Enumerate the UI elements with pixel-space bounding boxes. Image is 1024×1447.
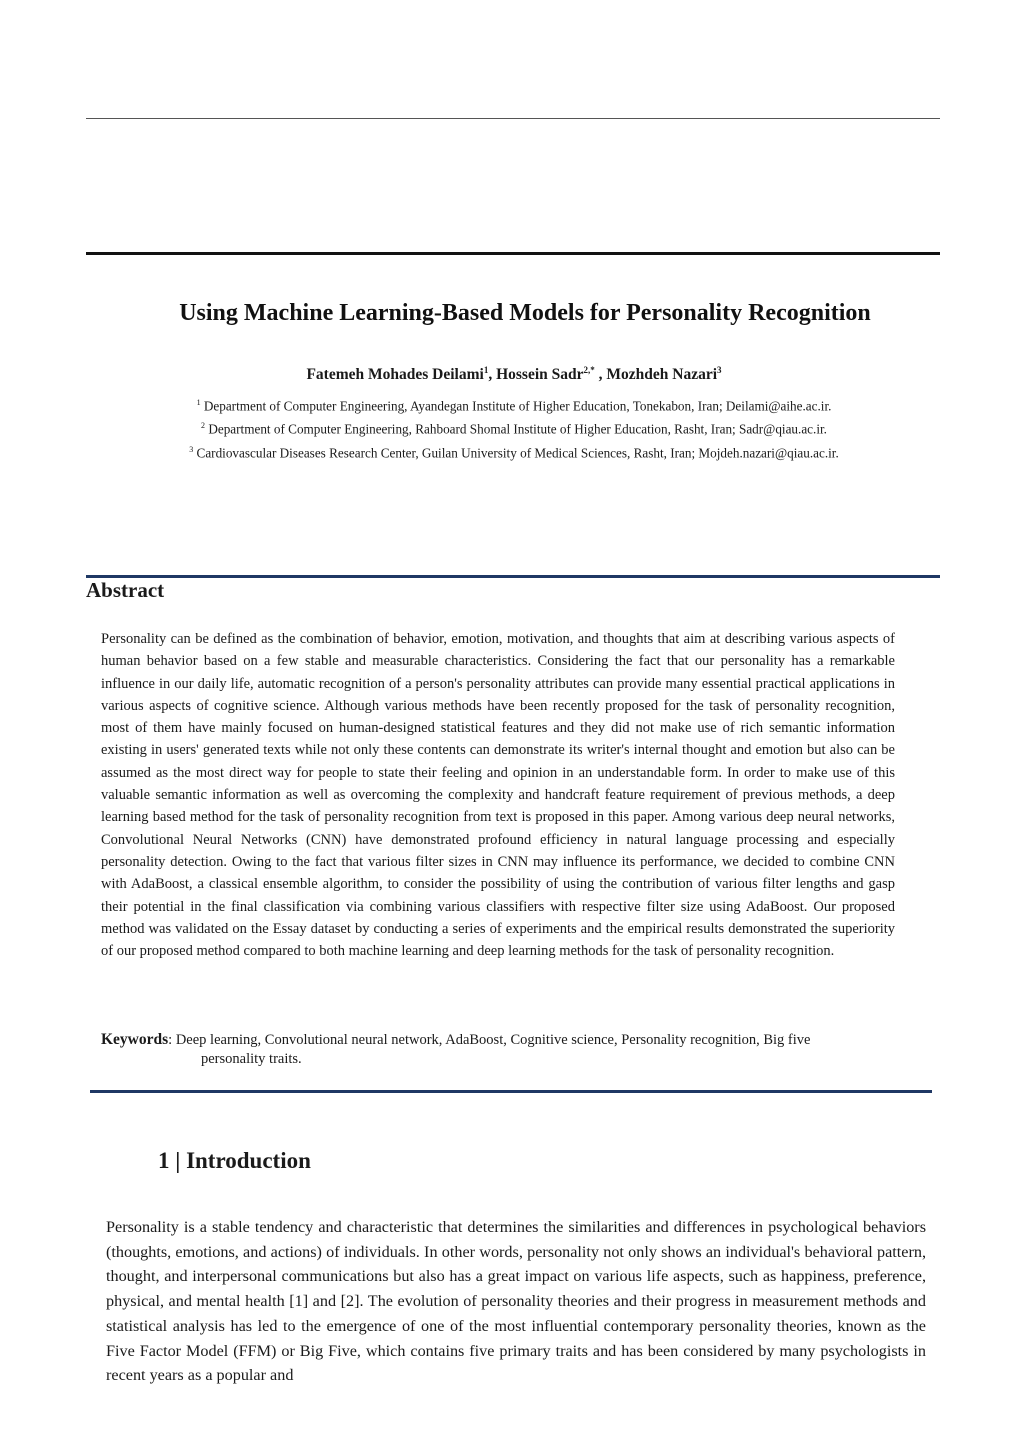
author-affil-mark: 3: [717, 365, 722, 375]
author-name: Hossein Sadr: [496, 366, 584, 384]
affiliation-list: [0, 393, 1024, 463]
affiliation-mark: 3: [189, 444, 194, 454]
keywords-list: Deep learning, Convolutional neural network, AdaBoost, Cognitive science, Personality recognition, Big five: [175, 1032, 811, 1048]
keywords-block: Keywords: Deep learning, Convolutional neural network, AdaBoost, Cognitive science, Personality recognition, Big five personality traits.: [101, 1031, 811, 1067]
author-name: Fatemeh Mohades Deilami: [306, 366, 484, 384]
abstract-rule: [86, 575, 940, 578]
header-rule: [86, 118, 940, 119]
affiliation-mark: 2: [201, 421, 206, 431]
author-separator: ,: [594, 366, 607, 384]
author-affil-mark: 2,*: [583, 365, 595, 375]
author-name: Mozhdeh Nazari: [606, 366, 718, 384]
keywords-list-continued: personality traits.: [201, 1051, 302, 1067]
keywords-label: Keywords: [101, 1031, 169, 1048]
abstract-heading: Abstract: [86, 578, 165, 602]
abstract-bottom-rule: [90, 1090, 932, 1093]
title-top-rule: [86, 252, 940, 255]
affiliation-item: [0, 440, 1024, 463]
affiliation-text: Department of Computer Engineering, Rahboard Shomal Institute of Higher Education, Rasht, Iran; Sadr@qiau.ac.ir.: [208, 421, 827, 437]
affiliation-item: [0, 416, 1024, 439]
abstract-body: Personality can be defined as the combination of behavior, emotion, motivation, and thoughts that aim at describing various aspects of human behavior based on a few stable and measurable characteristics. Considering the fact that our personality has a remarkable influence in our daily life, automatic recognition of a person's personality attributes can provide many essential practical applications in various aspects of cognitive science. Although various methods have been recently proposed for the task of personality recognition, most of them have mainly focused on human-designed statistical features and they did not make use of rich semantic information existing in users' generated texts while not only these contents can demonstrate its writer's internal thought and emotion but also can be assumed as the most direct way for people to state their feeling and opinion in an understandable form. In order to make use of this valuable semantic information as well as overcoming the complexity and handcraft feature requirement of previous methods, a deep learning based method for the task of personality recognition from text is proposed in this paper. Among various deep neural networks, Convolutional Neural Networks (CNN) have demonstrated profound efficiency in natural language processing and especially personality detection. Owing to the fact that various filter sizes in CNN may influence its performance, we decided to combine CNN with AdaBoost, a classical ensemble algorithm, to consider the possibility of using the contribution of various filter lengths and gasp their potential in the final classification via combining various classifiers with respective filter size using AdaBoost. Our proposed method was validated on the Essay dataset by conducting a series of experiments and the empirical results demonstrated the superiority of our proposed method compared to both machine learning and deep learning methods for the task of personality recognition.: [101, 631, 895, 960]
introduction-body: Personality is a stable tendency and characteristic that determines the similarities and differences in psychological behaviors (thoughts, emotions, and actions) of individuals. In other words, personality not only shows an individual's behavioral pattern, thought, and interpersonal communications but also has a great impact on various life aspects, such as happiness, preference, physical, and mental health [1] and [2]. The evolution of personality theories and their progress in measurement methods and statistical analysis has led to the emergence of one of the most influential contemporary personality theories, known as the Five Factor Model (FFM) or Big Five, which contains five primary traits and has been considered by many psychologists in recent years as a popular and: [106, 1218, 926, 1385]
author-list: [0, 365, 1024, 384]
paper-title: Using Machine Learning-Based Models for Personality Recognition: [179, 300, 871, 326]
section-heading-introduction: 1 | Introduction: [158, 1148, 311, 1173]
author-affil-mark: 1: [483, 365, 489, 375]
affiliation-mark: 1: [196, 398, 201, 407]
author-separator: ,: [488, 366, 497, 384]
affiliation-text: Cardiovascular Diseases Research Center, Guilan University of Medical Sciences, Rasht, Iran; Mojdeh.nazari@qiau.ac.ir.: [196, 445, 839, 461]
affiliation-text: Department of Computer Engineering, Ayandegan Institute of Higher Education, Tonekabon, Iran; Deilami@aihe.ac.ir.: [203, 398, 832, 414]
affiliation-item: [0, 393, 1024, 416]
